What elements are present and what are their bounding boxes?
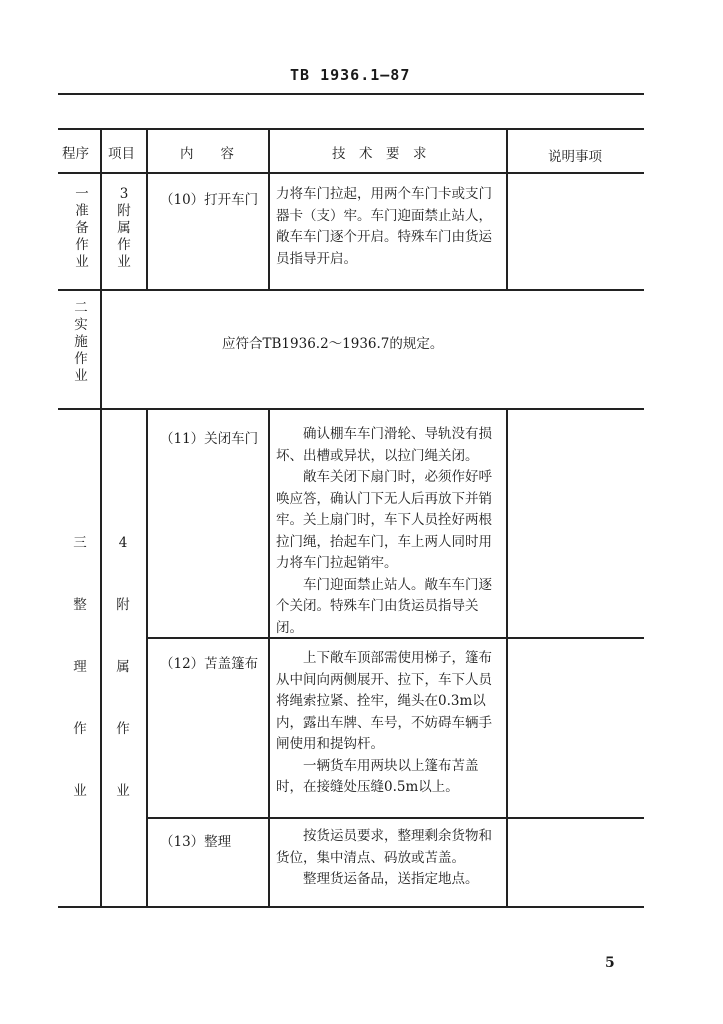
requirement-paragraph: 整理货运备品，送指定地点。 — [303, 871, 479, 887]
table-bottom-border — [58, 906, 644, 908]
col-divider-3-top — [268, 128, 270, 289]
requirement-paragraph: 上下敞车顶部需使用梯子，篷布从中间向两侧展开、拉下，车下人员将绳索拉紧、拴牢，绳头在0.3m以内，露出车牌、车号，不妨碍车辆手闸使用和提钩杆。 — [276, 650, 492, 752]
requirements-cell — [276, 648, 502, 799]
column-header-item: 项目 — [108, 146, 135, 162]
column-header-stage: 程序 — [62, 146, 89, 162]
requirement-paragraph: 按货运员要求，整理剩余货物和货位，集中清点、码放或苫盖。 — [276, 828, 492, 866]
requirement-paragraph: 车门迎面禁止站人。敞车车门逐个关闭。特殊车门由货运员指导关闭。 — [276, 576, 492, 636]
col-divider-2-bottom — [146, 408, 148, 906]
column-header-requirements: 技 术 要 求 — [332, 146, 427, 162]
col-divider-2-top — [146, 128, 148, 289]
col-divider-1 — [100, 128, 102, 906]
merged-requirements-cell: 应符合TB1936.2～1936.7的规定。 — [222, 336, 444, 352]
requirement-paragraph: 敞车关闭下扇门时，必须作好呼唤应答，确认门下无人后再放下并销牢。关上扇门时，车下人员拴好两根拉门绳，抬起车门，车上两人同时用力将车门拉起销牢。 — [276, 469, 492, 571]
column-header-notes: 说明事项 — [548, 149, 602, 165]
top-rule — [58, 93, 644, 95]
subrow12-bottom-border — [146, 817, 644, 819]
stage-cell: 二 实 施 作 业 — [74, 300, 88, 384]
item-cell: 3 附 属 作 业 — [117, 186, 131, 270]
requirements-cell — [276, 184, 502, 270]
requirement-paragraph: 确认棚车车门滑轮、导轨没有损坏、出槽或异状，以拉门绳关闭。 — [276, 426, 492, 464]
requirements-cell — [276, 826, 502, 891]
item-cell: 4 附 属 作 业 — [116, 535, 130, 799]
column-header-content: 内 容 — [180, 146, 234, 162]
requirement-paragraph: 力将车门拉起，用两个车门卡或支门器卡（支）牢。车门迎面禁止站人，敞车车门逐个开启。特殊车门由货运员指导开启。 — [276, 186, 492, 267]
requirements-cell — [276, 424, 502, 639]
content-cell: （13）整理 — [160, 834, 232, 850]
page-number: 5 — [605, 955, 615, 971]
stage-cell: 一 准 备 作 业 — [75, 186, 89, 270]
col-divider-4-bottom — [506, 408, 508, 906]
content-cell: （10）打开车门 — [160, 192, 259, 208]
col-divider-4-top — [506, 128, 508, 289]
row1-bottom-border — [58, 289, 644, 291]
stage-cell: 三 整 理 作 业 — [73, 535, 87, 799]
standard-code: TB 1936.1—87 — [290, 66, 411, 84]
requirement-paragraph: 一辆货车用两块以上篷布苫盖时，在接缝处压缝0.5m以上。 — [276, 757, 479, 795]
content-cell: （11）关闭车门 — [160, 431, 259, 447]
content-cell: （12）苫盖篷布 — [160, 656, 259, 672]
